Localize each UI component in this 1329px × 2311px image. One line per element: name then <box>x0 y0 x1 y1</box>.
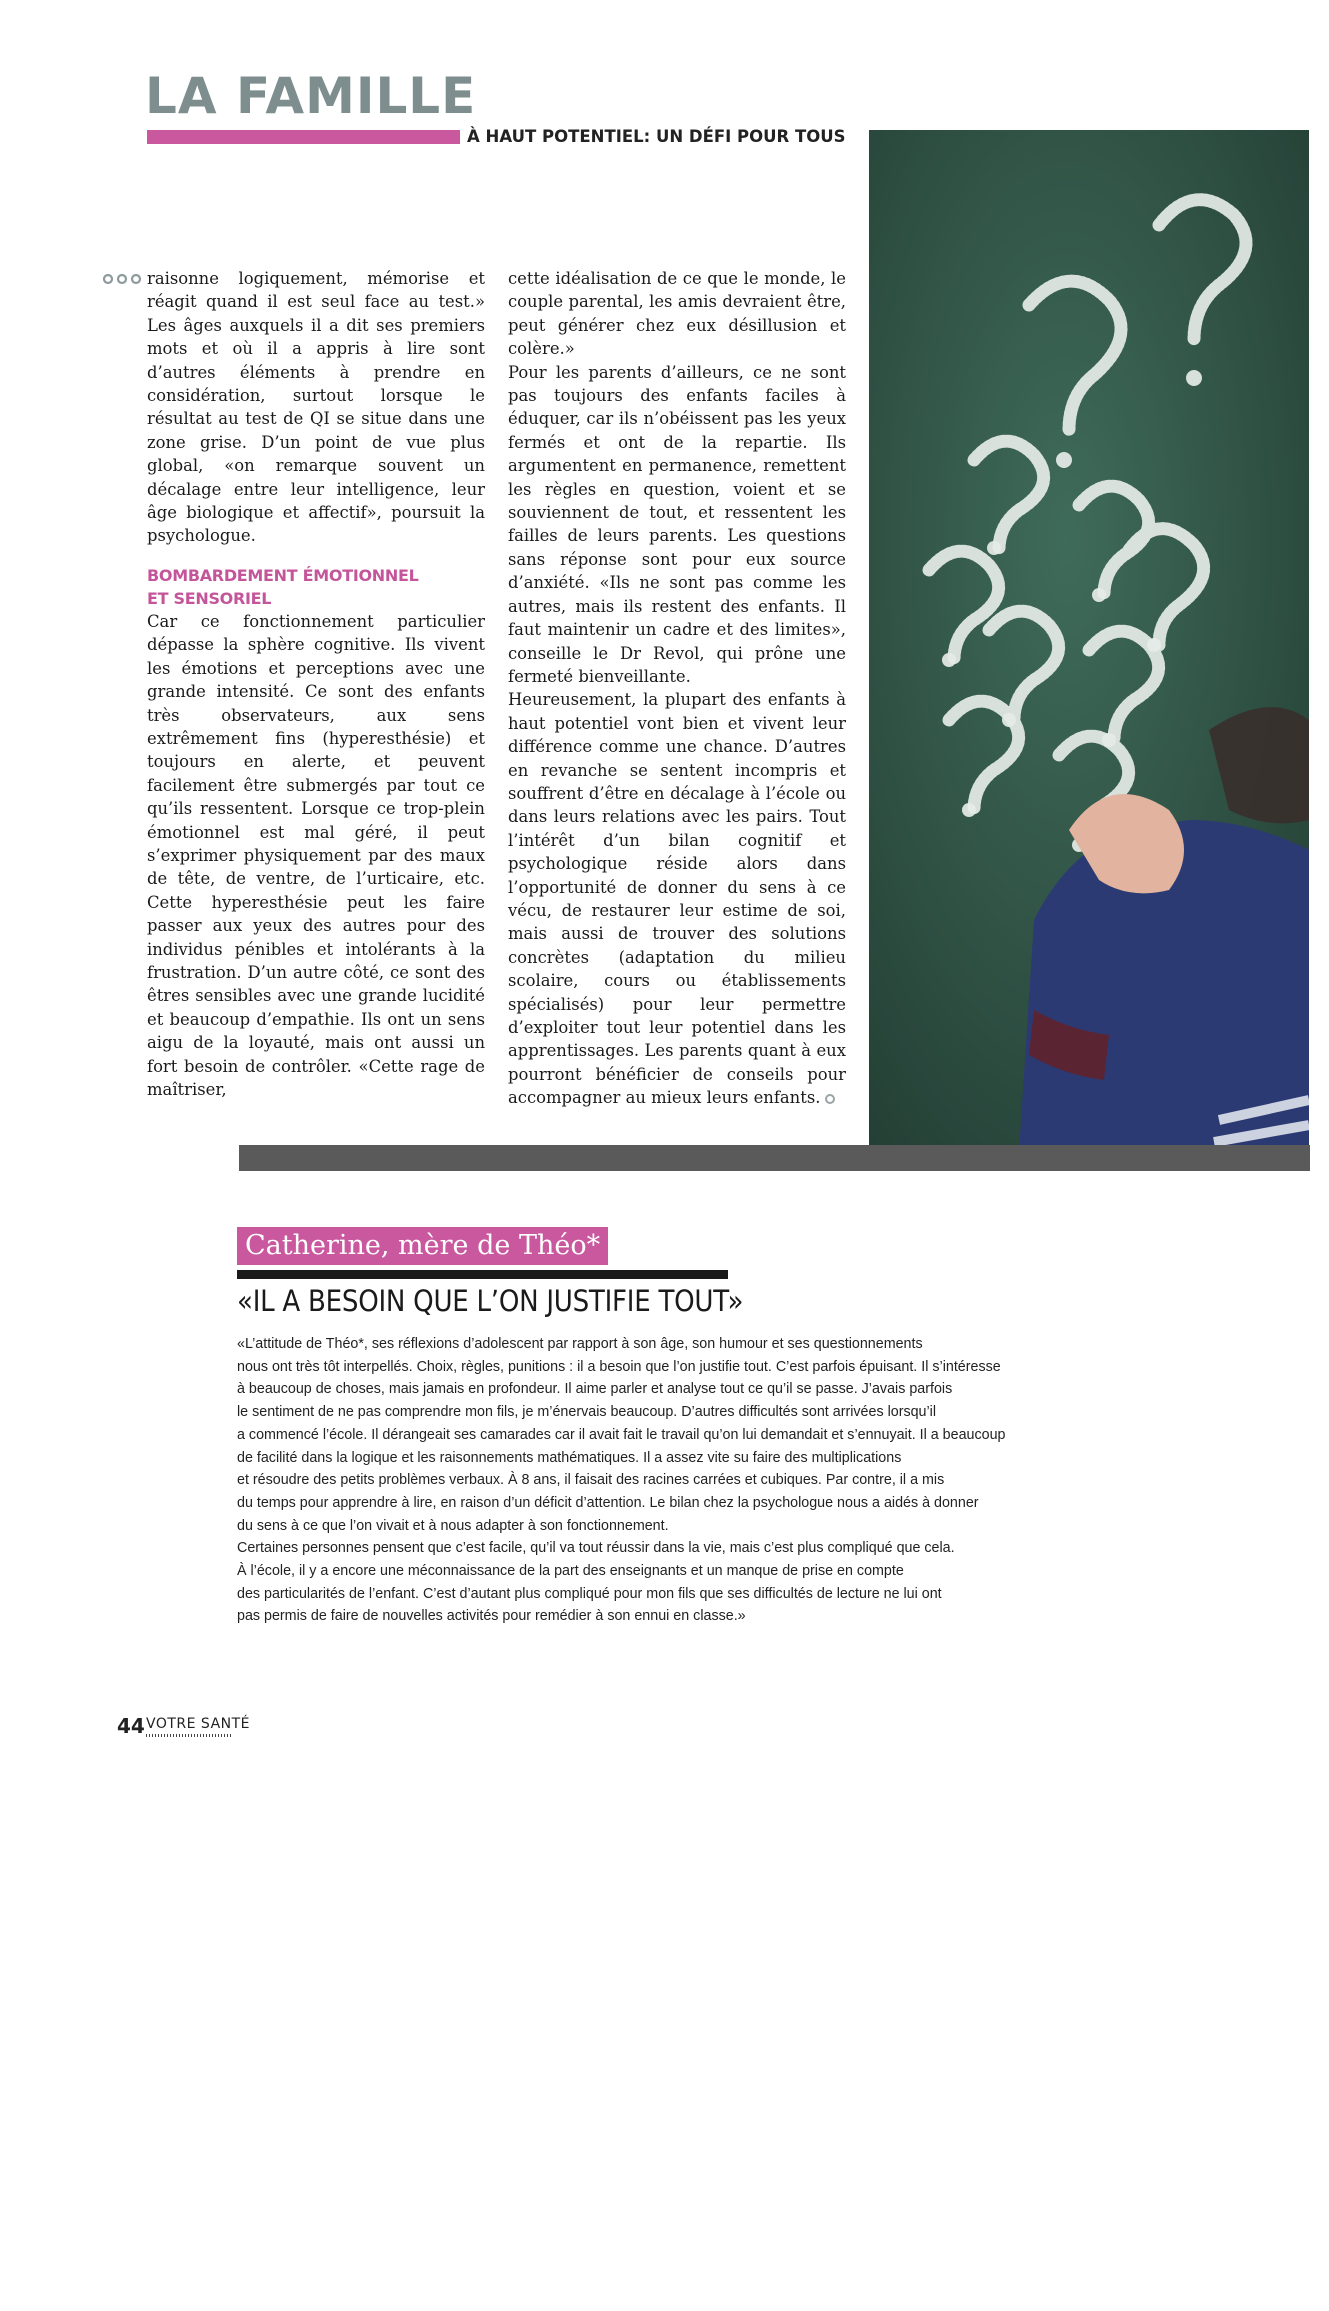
article-column-2 <box>508 267 846 1110</box>
testimonial-rule <box>237 1270 728 1279</box>
page-title: LA FAMILLE <box>145 67 477 125</box>
page-subtitle: À HAUT POTENTIEL: UN DÉFI POUR TOUS <box>467 127 846 146</box>
chalkboard-photo <box>869 130 1309 1152</box>
testimonial-line: «L’attitude de Théo*, ses réflexions d’adolescent par rapport à son âge, son humour et ses questionnements <box>237 1336 923 1352</box>
section-heading-line: BOMBARDEMENT ÉMOTIONNEL <box>147 565 419 585</box>
testimonial-line: de facilité dans la logique et les raisonnements mathématiques. Il a assez vite su faire des multiplications <box>237 1449 902 1466</box>
article-paragraph: raisonne logiquement, mémorise et réagit quand il est seul face au test.» Les âges auxquels il a dit ses premiers mots et où il a appris à lire sont d’autres éléments à prendre en considération, surtout lorsque le résultat au test de QI se situe dans une zone grise. D’un point de vue plus global, «on remarque souvent un décalage entre leur intelligence, leur âge biologique et affectif», poursuit la psychologue. <box>147 269 485 546</box>
testimonial-line: le sentiment de ne pas comprendre mon fils, je m’énervais beaucoup. D’autres difficultés sont arrivées lorsqu’il <box>237 1404 937 1421</box>
testimonial-line: pas permis de faire de nouvelles activités pour remédier à son ennui en classe.» <box>237 1608 746 1625</box>
end-mark-icon <box>825 1094 835 1104</box>
section-heading-line: ET SENSORIEL <box>147 588 272 608</box>
continuation-dots-icon <box>102 273 144 285</box>
testimonial-line: a commencé l’école. Il dérangeait ses camarades car il avait fait le travail qu’on lui demandait et s’ennuyait. Il a beaucoup <box>237 1426 1006 1443</box>
page-number: 44 <box>117 1714 145 1738</box>
testimonial-line: du sens à ce que l’on vivait et à nous adapter à son fonctionnement. <box>237 1517 669 1534</box>
testimonial-line: Certaines personnes pensent que c’est facile, qu’il va tout réussir dans la vie, mais c’est plus compliqué que cela. <box>237 1540 955 1557</box>
testimonial-line: À l’école, il y a encore une méconnaissance de la part des enseignants et un manque de prise en compte <box>237 1563 904 1580</box>
question-marks-illustration <box>869 130 1309 1152</box>
article-paragraph: cette idéalisation de ce que le monde, le couple parental, les amis devraient être, peut générer chez eux désillusion et colère.» <box>508 269 846 359</box>
section-heading <box>147 564 485 610</box>
article-paragraph: Car ce fonctionnement particulier dépasse la sphère cognitive. Ils vivent les émotions et perceptions avec une grande intensité. Ce sont des enfants très observateurs, aux sens extrêmement fins (hyperesthésie) et toujours en alerte, et peuvent facilement être submergés par tout ce qu’ils ressentent. Lorsque ce trop-plein émotionnel est mal géré, il peut s’exprimer physiquement par des maux de tête, de ventre, de l’urticaire, etc. Cette hyperesthésie peut les faire passer aux yeux des autres pour des individus pénibles et intolérants à la frustration. D’un autre côté, ce sont des êtres sensibles avec une grande lucidité et beaucoup d’empathie. Ils ont un sens aigu de la loyauté, mais ont aussi un fort besoin de contrôler. «Cette rage de maîtriser, <box>147 611 485 1099</box>
testimonial-line: et résoudre des petits problèmes verbaux. À 8 ans, il faisait des racines carrées et cubiques. Par contre, il a mis <box>237 1472 945 1489</box>
testimonial-line: des particularités de l’enfant. C’est d’autant plus compliqué pour mon fils que ses difficultés de lecture ne lui ont <box>237 1585 942 1602</box>
title-accent-bar <box>147 130 460 144</box>
magazine-name: VOTRE SANTÉ <box>146 1716 251 1732</box>
article-column-1 <box>147 267 485 1101</box>
article-paragraph-text: Heureusement, la plupart des enfants à haut potentiel vont bien et vivent leur différence comme une chance. D’autres en revanche se sentent incompris et souffrent d’être en décalage à l’école ou dans leurs relations avec les pairs. Tout l’intérêt d’un bilan cognitif et psychologique réside alors dans l’opportunité de donner du sens à ce vécu, de restaurer leur estime de soi, mais aussi de trouver des solutions concrètes (adaptation du milieu scolaire, cours ou établissements spécialisés) pour leur permettre d’exploiter tout leur potentiel dans les apprentissages. Les parents quant à eux pourront bénéficier de conseils pour accompagner au mieux leurs enfants. <box>508 690 846 1108</box>
testimonial-line: à beaucoup de choses, mais jamais en profondeur. Il aime parler et analyse tout ce qu’il se passe. J’avais parfois <box>237 1381 953 1398</box>
testimonial-body <box>237 1333 1037 1628</box>
testimonial-headline: «IL A BESOIN QUE L’ON JUSTIFIE TOUT» <box>237 1284 744 1318</box>
testimonial-line: nous ont très tôt interpellés. Choix, règles, punitions : il a besoin que l’on justifie tout. C’est parfois épuisant. Il s’intéresse <box>237 1358 1001 1375</box>
article-paragraph: Pour les parents d’ailleurs, ce ne sont pas toujours des enfants faciles à éduquer, car ils n’obéissent pas les yeux fermés et ont de la repartie. Ils argumentent en permanence, remettent les règles en question, voient et se souviennent de tout, et ressentent les failles de leurs parents. Les questions sans réponse sont pour eux source d’anxiété. «Ils ne sont pas comme les autres, mais ils restent des enfants. Il faut maintenir un cadre et des limites», conseille le Dr Revol, qui prône une fermeté bienveillante. <box>508 362 846 686</box>
photo-caption: Pour les parents, ce ne sont pas des enfants faciles à éduquer. Ils argumentent <box>634 2295 1285 2311</box>
article-paragraph-final <box>508 688 846 1109</box>
testimonial-label: Catherine, mère de Théo* <box>237 1227 608 1265</box>
testimonial-line: du temps pour apprendre à lire, en raison d’un déficit d’attention. Le bilan chez la psychologue nous a aidés à donner <box>237 1494 979 1511</box>
magazine-name-rule <box>146 1734 232 1737</box>
